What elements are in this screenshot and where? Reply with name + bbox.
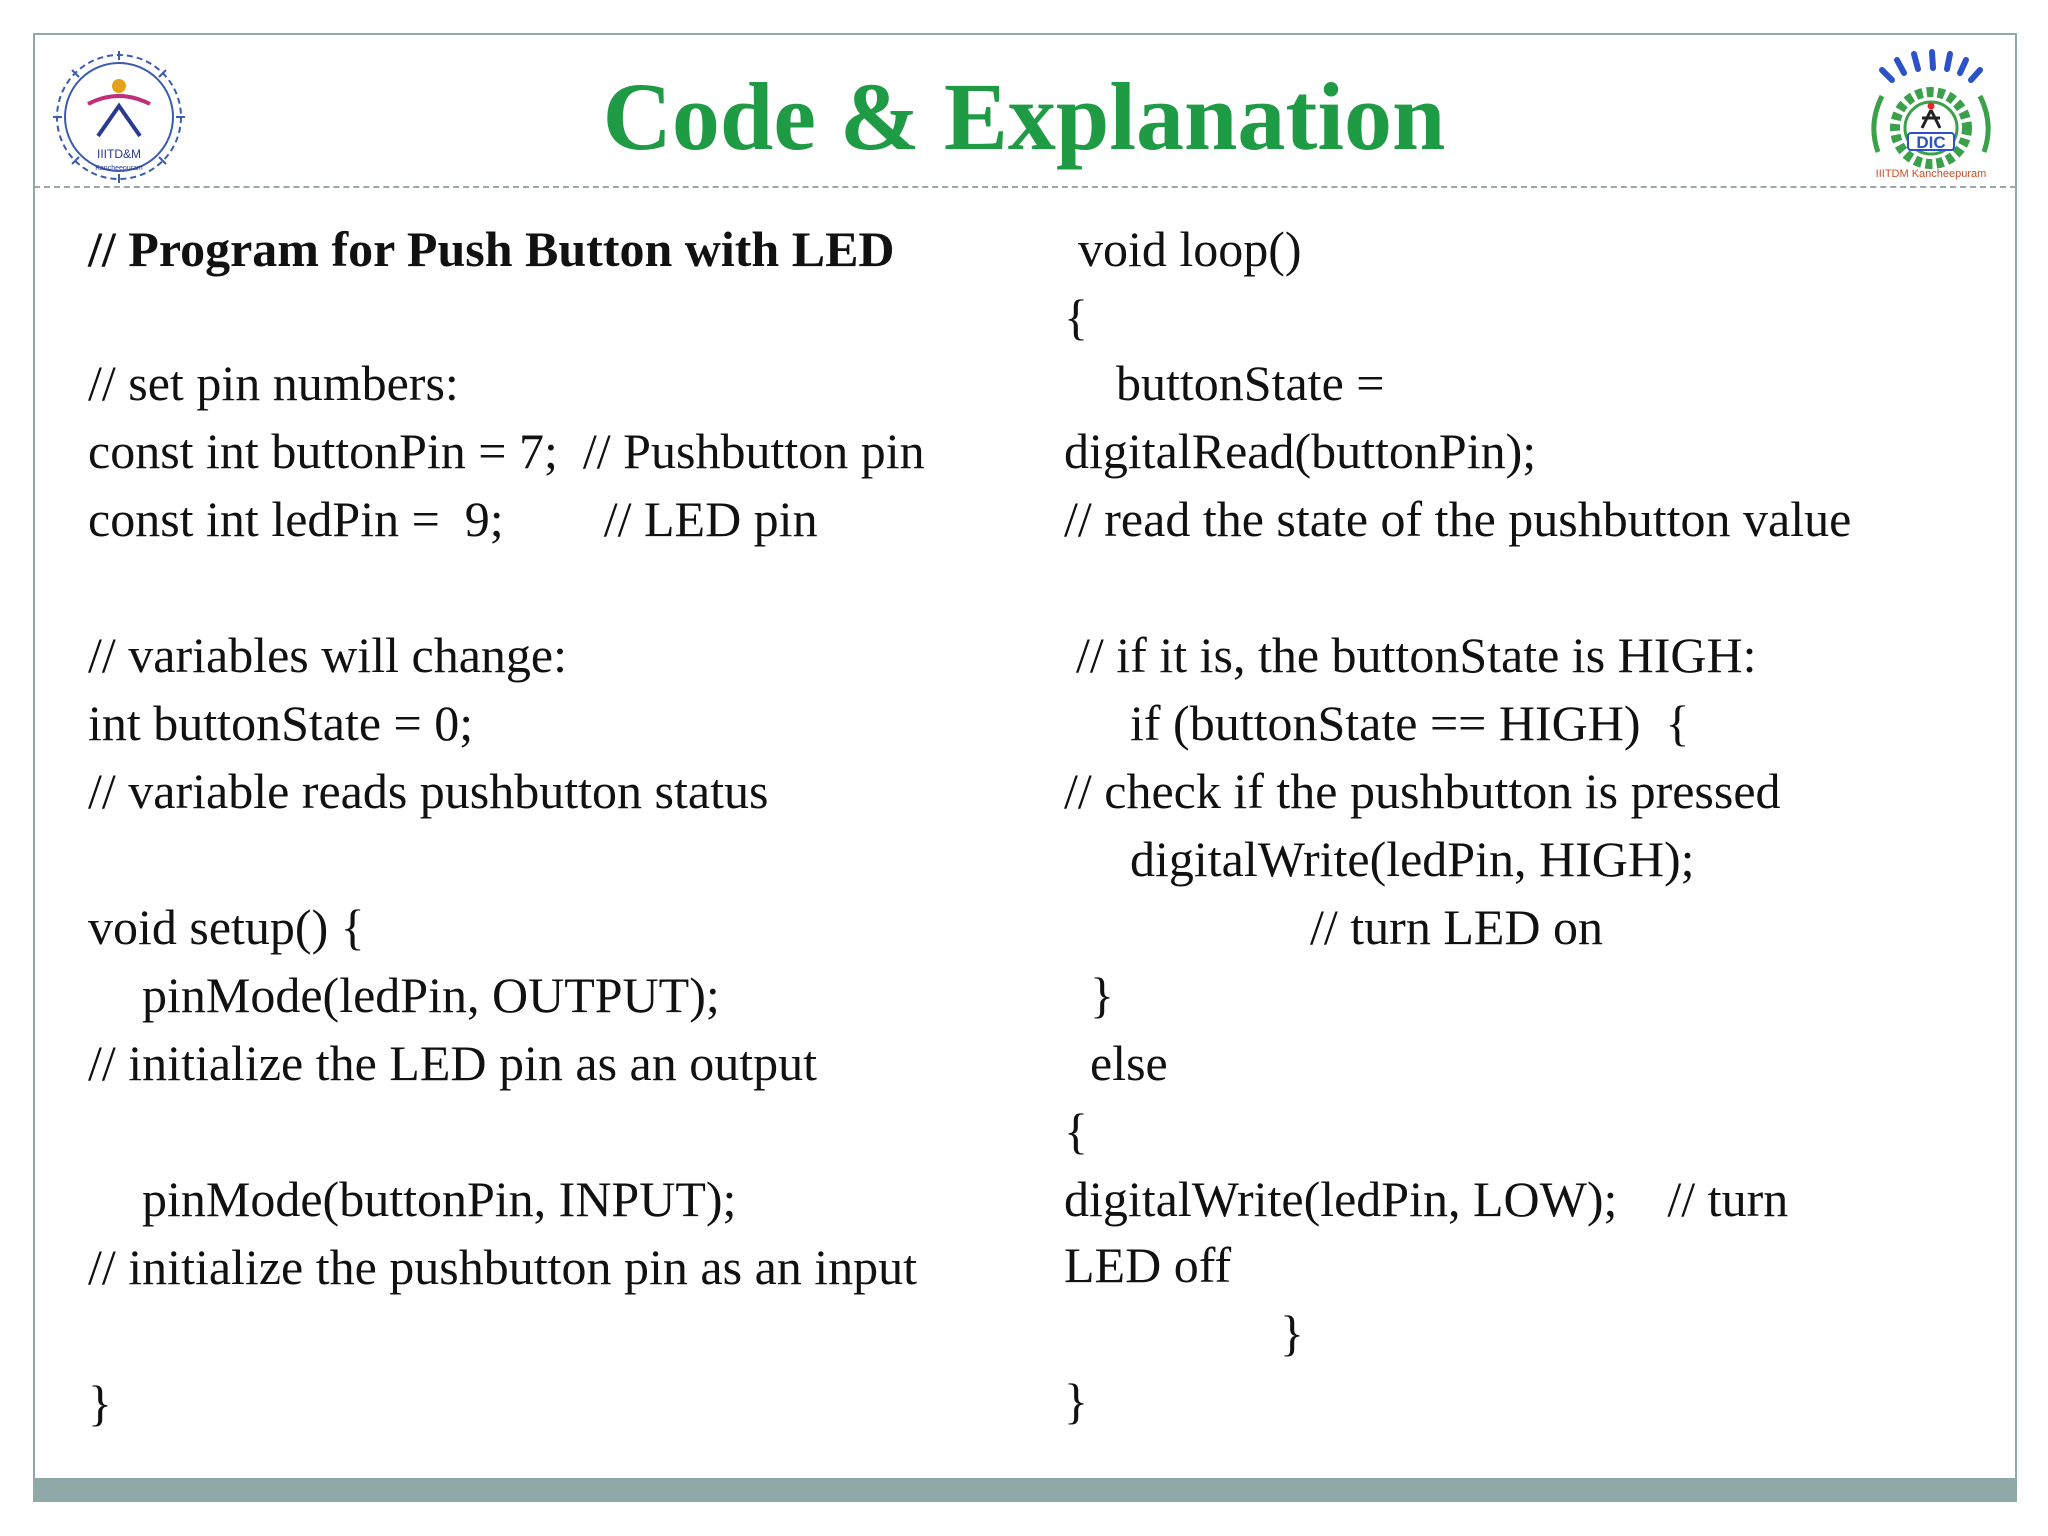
code-line: pinMode(buttonPin, INPUT); [142, 1171, 737, 1227]
code-line: digitalWrite(ledPin, LOW); // turn [1064, 1171, 1789, 1227]
code-line: } [1064, 1373, 1088, 1429]
code-line: // check if the pushbutton is pressed [1064, 763, 1781, 819]
code-line: pinMode(ledPin, OUTPUT); [142, 967, 720, 1023]
code-line: } [1280, 1305, 1304, 1361]
right-logo-subtext: IIITDM Kancheepuram [1875, 168, 1987, 180]
code-line: // read the state of the pushbutton value [1064, 491, 1852, 547]
code-line: void loop() [1078, 221, 1302, 277]
code-line: // variables will change: [88, 627, 568, 683]
code-line: } [1090, 967, 1114, 1023]
code-line: const int ledPin = 9; // LED pin [88, 491, 818, 547]
code-line: { [1064, 289, 1088, 345]
code-line: int buttonState = 0; [88, 695, 474, 751]
code-line: } [88, 1375, 112, 1431]
code-line: // turn LED on [1310, 899, 1604, 955]
left-logo-text: IIITD&M [97, 147, 141, 161]
code-line: LED off [1064, 1237, 1232, 1293]
code-line: void setup() { [88, 899, 365, 955]
slide-title: Code & Explanation [602, 63, 1446, 170]
code-line: { [1064, 1103, 1088, 1159]
code-line: digitalRead(buttonPin); [1064, 423, 1537, 479]
code-line: digitalWrite(ledPin, HIGH); [1130, 831, 1695, 887]
left-heading: // Program for Push Button with LED [88, 221, 895, 277]
code-line: const int buttonPin = 7; // Pushbutton pin [88, 423, 925, 479]
code-line: // variable reads pushbutton status [88, 763, 769, 819]
code-line: // initialize the LED pin as an output [88, 1035, 818, 1091]
code-line: else [1090, 1035, 1168, 1091]
slide-footer-band [33, 1478, 2017, 1502]
title-divider [34, 186, 2016, 188]
code-line: // initialize the pushbutton pin as an input [88, 1239, 918, 1295]
code-line: // set pin numbers: [88, 355, 459, 411]
code-line: // if it is, the buttonState is HIGH: [1076, 627, 1757, 683]
code-line: buttonState = [1116, 355, 1385, 411]
right-logo-text: DIC [1916, 133, 1946, 152]
left-logo-subtext: Kancheepuram [95, 165, 143, 172]
code-line: if (buttonState == HIGH) { [1130, 695, 1690, 751]
